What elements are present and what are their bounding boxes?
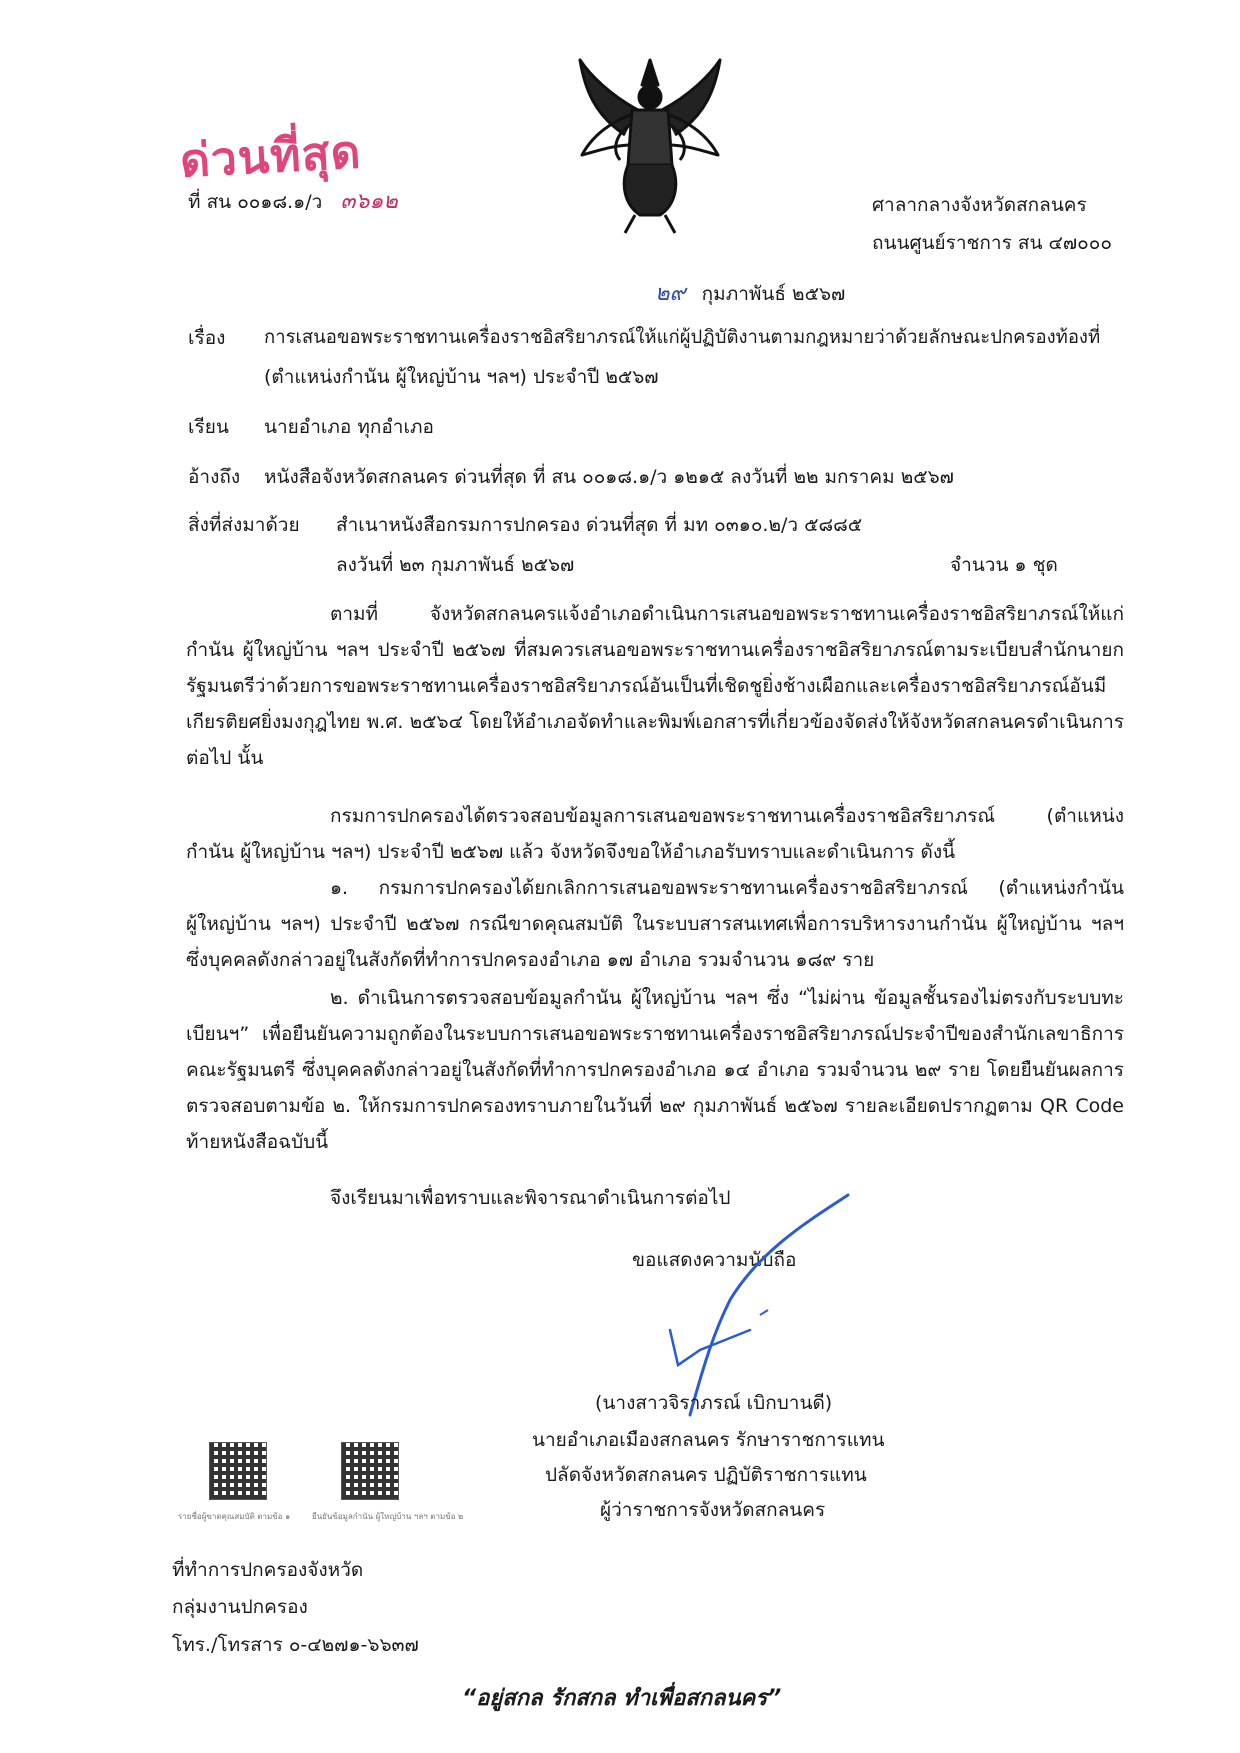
reference-label: อ้างถึง xyxy=(188,466,241,488)
reference-number xyxy=(188,183,398,218)
signatory-title-1: นายอำเภอเมืองสกลนคร รักษาราชการแทน xyxy=(532,1429,885,1451)
reference-value: หนังสือจังหวัดสกลนคร ด่วนที่สุด ที่ สน ๐๐๑๘.๑/ว ๑๒๑๕ ลงวันที่ ๒๒ มกราคม ๒๕๖๗ xyxy=(264,466,954,488)
enclosure-line-2: ลงวันที่ ๒๓ กุมภาพันธ์ ๒๕๖๗ xyxy=(336,554,575,576)
enclosure-line-1: สำเนาหนังสือกรมการปกครอง ด่วนที่สุด ที่ มท ๐๓๑๐.๒/ว ๕๘๘๕ xyxy=(336,514,863,536)
reference-number-handwritten: ๓๖๑๒ xyxy=(340,189,398,214)
office-name: ศาลากลางจังหวัดสกลนคร xyxy=(872,194,1087,216)
to-label: เรียน xyxy=(188,416,229,438)
subject-line-2: (ตำแหน่งกำนัน ผู้ใหญ่บ้าน ฯลฯ) ประจำปี ๒๕๖๗ xyxy=(264,366,659,388)
enclosure-label: สิ่งที่ส่งมาด้วย xyxy=(188,514,300,536)
qr-code-1-icon[interactable] xyxy=(210,1443,266,1499)
urgency-stamp: ด่วนที่สุด xyxy=(178,124,363,188)
footer-department: ที่ทำการปกครองจังหวัด xyxy=(172,1559,364,1581)
qr-caption-1: รายชื่อผู้ขาดคุณสมบัติ ตามข้อ ๑ xyxy=(178,1512,291,1521)
reference-number-printed: ที่ สน ๐๐๑๘.๑/ว xyxy=(188,191,323,213)
signatory-title-3: ผู้ว่าราชการจังหวัดสกลนคร xyxy=(600,1499,826,1521)
date-month-year: กุมภาพันธ์ ๒๕๖๗ xyxy=(701,283,846,305)
body-item-2: ๒. ดำเนินการตรวจสอบข้อมูลกำนัน ผู้ใหญ่บ้าน ฯลฯ ซึ่ง “ไม่ผ่าน ข้อมูลชั้นรองไม่ตรงกับระบบทะเบียนฯ” เพื่อยืนยันความถูกต้องในระบบการเสนอขอพระราชทานเครื่องราชอิสริยาภรณ์ประจำปีของสำนักเลขาธิการคณะรัฐมนตรี ซึ่งบุคคลดังกล่าวอยู่ในสังกัดที่ทำการปกครองอำเภอ ๑๔ อำเภอ รวมจำนวน ๒๙ ราย โดยยืนยันผลการตรวจสอบตามข้อ ๒. ให้กรมการปกครองทราบภายในวันที่ ๒๙ กุมภาพันธ์ ๒๕๖๗ รายละเอียดปรากฏตาม QR Code ท้ายหนังสือฉบับนี้ xyxy=(186,987,1124,1153)
qr-code-2-icon[interactable] xyxy=(342,1443,398,1499)
signatory-name: (นางสาวจิราภรณ์ เบิกบานดี) xyxy=(595,1392,833,1414)
body-paragraph-2: กรมการปกครองได้ตรวจสอบข้อมูลการเสนอขอพระราชทานเครื่องราชอิสริยาภรณ์ (ตำแหน่งกำนัน ผู้ใหญ่บ้าน ฯลฯ) ประจำปี ๒๕๖๗ แล้ว จังหวัดจึงขอให้อำเภอรับทราบและดำเนินการ ดังนี้ xyxy=(186,805,1124,863)
document-date xyxy=(655,275,845,310)
subject-label: เรื่อง xyxy=(188,327,226,349)
to-value: นายอำเภอ ทุกอำเภอ xyxy=(264,416,434,438)
body-item-1: ๑. กรมการปกครองได้ยกเลิกการเสนอขอพระราชทานเครื่องราชอิสริยาภรณ์ (ตำแหน่งกำนัน ผู้ใหญ่บ้าน ฯลฯ) ประจำปี ๒๕๖๗ กรณีขาดคุณสมบัติ ในระบบสารสนเทศเพื่อการบริหารงานกำนัน ผู้ใหญ่บ้าน ฯลฯ ซึ่งบุคคลดังกล่าวอยู่ในสังกัดที่ทำการปกครองอำเภอ ๑๗ อำเภอ รวมจำนวน ๑๘๙ ราย xyxy=(186,877,1124,971)
provincial-motto: “อยู่สกล รักสกล ทำเพื่อสกลนคร” xyxy=(462,1686,782,1711)
garuda-emblem-icon xyxy=(570,55,730,235)
signatory-title-2: ปลัดจังหวัดสกลนคร ปฏิบัติราชการแทน xyxy=(545,1464,867,1486)
office-address: ถนนศูนย์ราชการ สน ๔๗๐๐๐ xyxy=(872,232,1112,254)
closing-line: จึงเรียนมาเพื่อทราบและพิจารณาดำเนินการต่อไป xyxy=(330,1187,731,1209)
subject-line-1: การเสนอขอพระราชทานเครื่องราชอิสริยาภรณ์ให้แก่ผู้ปฏิบัติงานตามกฎหมายว่าด้วยลักษณะปกครองท้องที่ xyxy=(264,327,1101,348)
footer-phone: โทร./โทรสาร ๐-๔๒๗๑-๖๖๓๗ xyxy=(172,1634,419,1656)
regards: ขอแสดงความนับถือ xyxy=(632,1249,797,1271)
footer-section: กลุ่มงานปกครอง xyxy=(172,1596,308,1618)
qr-caption-2: ยืนยันข้อมูลกำนัน ผู้ใหญ่บ้าน ฯลฯ ตามข้อ ๒ xyxy=(312,1512,464,1521)
enclosure-count: จำนวน ๑ ชุด xyxy=(950,554,1058,576)
date-day-handwritten: ๒๙ xyxy=(655,281,686,306)
body-paragraph-1: ตามที่ จังหวัดสกลนครแจ้งอำเภอดำเนินการเสนอขอพระราชทานเครื่องราชอิสริยาภรณ์ให้แก่กำนัน ผู้ใหญ่บ้าน ฯลฯ ประจำปี ๒๕๖๗ ที่สมควรเสนอขอพระราชทานเครื่องราชอิสริยาภรณ์ตามระเบียบสำนักนายกรัฐมนตรีว่าด้วยการขอพระราชทานเครื่องราชอิสริยาภรณ์อันเป็นที่เชิดชูยิ่งช้างเผือกและเครื่องราชอิสริยาภรณ์อันมีเกียรติยศยิ่งมงกุฎไทย พ.ศ. ๒๕๖๔ โดยให้อำเภอจัดทำและพิมพ์เอกสารที่เกี่ยวข้องจัดส่งให้จังหวัดสกลนครดำเนินการต่อไป นั้น xyxy=(186,603,1124,769)
